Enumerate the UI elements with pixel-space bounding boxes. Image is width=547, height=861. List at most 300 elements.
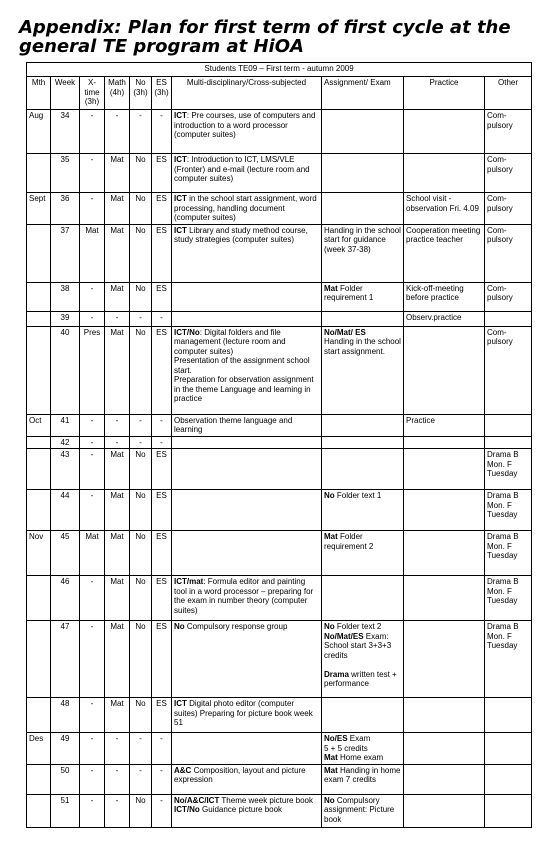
multidisciplinary-cell — [172, 490, 322, 531]
week-cell: 40 — [51, 326, 80, 414]
cell-text: 5 + 5 credits — [324, 743, 368, 753]
multidisciplinary-cell — [172, 311, 322, 326]
cell-line — [487, 622, 529, 651]
month-cell — [27, 436, 51, 449]
cell-text: Folder text 2 — [334, 622, 382, 631]
no-cell: No — [130, 449, 152, 490]
cell-text: : Introduction to ICT, LMS/VLE (Fronter) and e-mail (lecture room and computer suites) — [174, 155, 310, 183]
other-cell — [485, 764, 532, 794]
cell-line — [406, 226, 482, 245]
table-row — [27, 224, 532, 282]
practice-cell — [404, 282, 485, 311]
math-cell: Mat — [105, 449, 130, 490]
table-body — [27, 110, 532, 828]
table-row — [27, 490, 532, 531]
cell-text: Folder text 1 — [334, 491, 382, 500]
week-cell: 51 — [51, 794, 80, 827]
month-cell — [27, 449, 51, 490]
multidisciplinary-cell — [172, 326, 322, 414]
subject-tag: No — [324, 622, 335, 631]
cell-text: Com-pulsory — [487, 283, 513, 302]
assignment-cell — [322, 414, 404, 436]
cell-text: Com-pulsory — [487, 155, 513, 174]
cell-line — [174, 416, 319, 435]
multidisciplinary-cell — [172, 282, 322, 311]
subject-tag: No — [174, 622, 185, 631]
multidisciplinary-cell — [172, 436, 322, 449]
other-cell — [485, 436, 532, 449]
no-cell: No — [130, 154, 152, 193]
xtime-cell: - — [80, 282, 105, 311]
cell-line — [324, 284, 401, 303]
week-cell: 42 — [51, 436, 80, 449]
cell-text: Drama B Mon. F Tuesday — [487, 450, 519, 478]
es-cell: ES — [152, 224, 172, 282]
es-cell: ES — [152, 154, 172, 193]
cell-line — [324, 328, 401, 338]
table-caption: Students TE09 – First term - autumn 2009 — [27, 63, 532, 77]
other-cell — [485, 531, 532, 576]
table-row — [27, 733, 532, 765]
cell-line — [174, 375, 319, 404]
es-cell: - — [152, 794, 172, 827]
month-cell — [27, 794, 51, 827]
xtime-cell: - — [80, 414, 105, 436]
assignment-cell — [322, 621, 404, 698]
practice-cell — [404, 576, 485, 621]
no-cell: - — [130, 764, 152, 794]
table-row — [27, 436, 532, 449]
assignment-cell — [322, 449, 404, 490]
table-row — [27, 698, 532, 733]
other-cell — [485, 311, 532, 326]
col-header-other: Other — [485, 77, 532, 110]
no-cell: No — [130, 794, 152, 827]
subject-tag: No/ES — [324, 734, 348, 743]
table-row — [27, 764, 532, 794]
multidisciplinary-cell — [172, 531, 322, 576]
subject-tag: ICT — [174, 155, 187, 164]
practice-cell — [404, 154, 485, 193]
col-header-es: ES (3h) — [152, 77, 172, 110]
no-cell: - — [130, 436, 152, 449]
cell-text: Com-pulsory — [487, 327, 513, 346]
col-header-xtime: X-time (3h) — [80, 77, 105, 110]
cell-text: Folder requirement 2 — [324, 532, 374, 551]
cell-text: Guidance picture book — [199, 805, 283, 814]
cell-line — [324, 734, 401, 744]
cell-line — [174, 328, 319, 357]
week-cell: 35 — [51, 154, 80, 193]
cell-line — [324, 491, 401, 501]
assignment-cell — [322, 436, 404, 449]
cell-line — [174, 577, 319, 615]
month-cell: Oct — [27, 414, 51, 436]
assignment-cell — [322, 531, 404, 576]
math-cell: Mat — [105, 698, 130, 733]
cell-line — [324, 622, 401, 632]
cell-line — [487, 194, 529, 213]
cell-line — [174, 766, 319, 785]
month-cell — [27, 311, 51, 326]
no-cell: - — [130, 414, 152, 436]
other-cell — [485, 621, 532, 698]
month-cell — [27, 154, 51, 193]
cell-text: Cooperation meeting practice teacher — [406, 225, 481, 244]
cell-line — [324, 744, 401, 754]
xtime-cell: - — [80, 449, 105, 490]
cell-line — [406, 416, 482, 426]
cell-text: Handing in home exam 7 credits — [324, 765, 401, 784]
math-cell: - — [105, 733, 130, 765]
multidisciplinary-cell — [172, 794, 322, 827]
cell-line — [324, 226, 401, 255]
xtime-cell: - — [80, 576, 105, 621]
table-row — [27, 794, 532, 827]
cell-text: Home exam — [337, 753, 384, 762]
cell-text: Handing in the school start assignment. — [324, 337, 401, 356]
term-plan-table — [26, 62, 532, 828]
math-cell: - — [105, 311, 130, 326]
math-cell: - — [105, 110, 130, 154]
xtime-cell: - — [80, 490, 105, 531]
multidisciplinary-cell — [172, 698, 322, 733]
no-cell: - — [130, 110, 152, 154]
cell-line — [487, 491, 529, 520]
cell-text: Exam — [347, 734, 371, 743]
table-row — [27, 282, 532, 311]
cell-text: Observ.practice — [406, 312, 462, 322]
es-cell: ES — [152, 490, 172, 531]
practice-cell — [404, 436, 485, 449]
cell-text: Digital photo editor (computer suites) Preparing for picture book week 51 — [174, 699, 313, 727]
multidisciplinary-cell — [172, 449, 322, 490]
week-cell: 36 — [51, 193, 80, 225]
other-cell — [485, 224, 532, 282]
cell-line — [324, 532, 401, 551]
cell-line — [487, 577, 529, 606]
xtime-cell: - — [80, 698, 105, 733]
multidisciplinary-cell — [172, 154, 322, 193]
cell-text: Com-pulsory — [487, 194, 513, 213]
cell-line — [487, 284, 529, 303]
xtime-cell: - — [80, 436, 105, 449]
no-cell: No — [130, 282, 152, 311]
cell-line — [174, 226, 319, 245]
cell-text: Exam: School start 3+3+3 credits — [324, 631, 392, 660]
month-cell: Aug — [27, 110, 51, 154]
col-header-practice: Practice — [404, 77, 485, 110]
math-cell: - — [105, 794, 130, 827]
week-cell: 44 — [51, 490, 80, 531]
assignment-cell — [322, 110, 404, 154]
month-cell — [27, 698, 51, 733]
cell-text: Theme week picture book — [219, 795, 314, 805]
cell-text: Composition, layout and picture expression — [174, 765, 306, 784]
assignment-cell — [322, 733, 404, 765]
cell-text: Drama B Mon. F Tuesday — [487, 622, 519, 650]
col-header-no: No (3h) — [130, 77, 152, 110]
no-cell: - — [130, 733, 152, 765]
cell-text: : Pre courses, use of computers and introduction to a word processor (computer suites) — [174, 111, 316, 139]
week-cell: 49 — [51, 733, 80, 765]
no-cell: No — [130, 621, 152, 698]
other-cell — [485, 733, 532, 765]
cell-text: : Digital folders and file management (lecture room and computer suites) — [174, 327, 286, 356]
cell-line — [174, 111, 319, 140]
cell-text: Drama B Mon. F Tuesday — [487, 577, 519, 605]
cell-line — [324, 632, 401, 661]
week-cell: 39 — [51, 311, 80, 326]
no-cell: No — [130, 698, 152, 733]
other-cell — [485, 490, 532, 531]
no-cell: No — [130, 326, 152, 414]
other-cell — [485, 110, 532, 154]
assignment-cell — [322, 576, 404, 621]
assignment-cell — [322, 764, 404, 794]
other-cell — [485, 326, 532, 414]
other-cell — [485, 154, 532, 193]
cell-line — [324, 337, 401, 356]
cell-line — [174, 699, 319, 728]
cell-text: Com-pulsory — [487, 111, 513, 130]
math-cell: - — [105, 436, 130, 449]
xtime-cell: Mat — [80, 531, 105, 576]
math-cell: Mat — [105, 576, 130, 621]
practice-cell — [404, 326, 485, 414]
cell-line — [174, 796, 319, 806]
header-row — [27, 77, 532, 110]
es-cell: ES — [152, 576, 172, 621]
cell-line — [406, 313, 482, 323]
practice-cell — [404, 698, 485, 733]
cell-line — [406, 194, 482, 213]
month-cell: Sept — [27, 193, 51, 225]
month-cell — [27, 490, 51, 531]
cell-line — [324, 753, 401, 763]
practice-cell — [404, 224, 485, 282]
practice-cell — [404, 193, 485, 225]
cell-line — [487, 532, 529, 561]
week-cell: 45 — [51, 531, 80, 576]
cell-text: Preparation for observation assignment in the theme Language and learning in practice — [174, 375, 314, 403]
other-cell — [485, 282, 532, 311]
cell-line — [174, 805, 319, 815]
math-cell: Mat — [105, 193, 130, 225]
cell-text: : Formula editor and painting tool in a word processor – preparing for the exam in number theory (computer suites) — [174, 577, 314, 615]
week-cell: 43 — [51, 449, 80, 490]
math-cell: Mat — [105, 282, 130, 311]
practice-cell — [404, 531, 485, 576]
cell-text: Handing in the school start for guidance (week 37-38) — [324, 225, 401, 254]
subject-tag: No — [324, 795, 335, 805]
subject-tag: ICT/No — [174, 805, 200, 814]
xtime-cell: - — [80, 193, 105, 225]
xtime-cell: - — [80, 621, 105, 698]
es-cell: - — [152, 436, 172, 449]
other-cell — [485, 794, 532, 827]
cell-text: Compulsory assignment: Picture book — [324, 795, 395, 824]
assignment-cell — [322, 326, 404, 414]
es-cell: ES — [152, 326, 172, 414]
month-cell — [27, 576, 51, 621]
cell-text: Kick-off-meeting before practice — [406, 283, 464, 302]
cell-text: Presentation of the assignment school start. — [174, 356, 310, 375]
other-cell — [485, 193, 532, 225]
assignment-cell — [322, 311, 404, 326]
cell-line — [487, 111, 529, 130]
no-cell: No — [130, 576, 152, 621]
subject-tag: Mat — [324, 532, 338, 541]
math-cell: Mat — [105, 154, 130, 193]
cell-line — [174, 356, 319, 375]
xtime-cell: - — [80, 764, 105, 794]
multidisciplinary-cell — [172, 733, 322, 765]
week-cell: 47 — [51, 621, 80, 698]
multidisciplinary-cell — [172, 193, 322, 225]
cell-line — [174, 622, 319, 632]
assignment-cell — [322, 698, 404, 733]
cell-line — [406, 284, 482, 303]
subject-tag: No/A&C/ICT — [174, 795, 220, 805]
cell-line — [487, 328, 529, 347]
multidisciplinary-cell — [172, 764, 322, 794]
xtime-cell: - — [80, 794, 105, 827]
practice-cell — [404, 449, 485, 490]
cell-line — [324, 660, 401, 670]
week-cell: 46 — [51, 576, 80, 621]
es-cell: ES — [152, 698, 172, 733]
cell-line — [324, 766, 401, 785]
subject-tag: ICT — [174, 699, 187, 708]
practice-cell — [404, 490, 485, 531]
cell-text: Library and study method course, study strategies (computer suites) — [174, 225, 308, 244]
practice-cell — [404, 414, 485, 436]
other-cell — [485, 698, 532, 733]
week-cell: 41 — [51, 414, 80, 436]
table-row — [27, 576, 532, 621]
table-row — [27, 326, 532, 414]
week-cell: 38 — [51, 282, 80, 311]
assignment-cell — [322, 282, 404, 311]
es-cell: ES — [152, 531, 172, 576]
math-cell: Mat — [105, 326, 130, 414]
subject-tag: Mat — [324, 283, 338, 293]
cell-line — [324, 670, 401, 689]
subject-tag: Drama — [324, 669, 349, 679]
month-cell: Des — [27, 733, 51, 765]
practice-cell — [404, 764, 485, 794]
multidisciplinary-cell — [172, 621, 322, 698]
cell-line — [487, 155, 529, 174]
no-cell: - — [130, 311, 152, 326]
es-cell: - — [152, 733, 172, 765]
no-cell: No — [130, 531, 152, 576]
practice-cell — [404, 794, 485, 827]
subject-tag: ICT/No — [174, 327, 200, 337]
cell-line — [487, 450, 529, 479]
cell-text: Drama B Mon. F Tuesday — [487, 491, 519, 519]
math-cell: Mat — [105, 490, 130, 531]
math-cell: - — [105, 764, 130, 794]
month-cell — [27, 224, 51, 282]
es-cell: ES — [152, 282, 172, 311]
subject-tag: ICT — [174, 194, 187, 203]
week-cell: 37 — [51, 224, 80, 282]
other-cell — [485, 576, 532, 621]
xtime-cell: Pres — [80, 326, 105, 414]
subject-tag: Mat — [324, 765, 338, 775]
es-cell: ES — [152, 621, 172, 698]
subject-tag: ICT — [174, 225, 187, 235]
col-header-assignment: Assignment/ Exam — [322, 77, 404, 110]
math-cell: Mat — [105, 531, 130, 576]
assignment-cell — [322, 794, 404, 827]
no-cell: No — [130, 224, 152, 282]
es-cell: - — [152, 764, 172, 794]
col-header-week: Week — [51, 77, 80, 110]
no-cell: No — [130, 193, 152, 225]
multidisciplinary-cell — [172, 110, 322, 154]
es-cell: - — [152, 414, 172, 436]
subject-tag: ICT — [174, 111, 187, 120]
subject-tag: A&C — [174, 765, 192, 775]
cell-line — [487, 226, 529, 245]
table-row — [27, 110, 532, 154]
month-cell — [27, 764, 51, 794]
cell-text: School visit - observation Fri. 4.09 — [406, 194, 479, 213]
col-header-multidisciplinary: Multi-disciplinary/Cross-subjected — [172, 77, 322, 110]
assignment-cell — [322, 193, 404, 225]
practice-cell — [404, 621, 485, 698]
practice-cell — [404, 311, 485, 326]
other-cell — [485, 449, 532, 490]
assignment-cell — [322, 490, 404, 531]
subject-tag: ICT/mat — [174, 577, 204, 586]
assignment-cell — [322, 154, 404, 193]
table-row — [27, 449, 532, 490]
table-row — [27, 311, 532, 326]
cell-text — [324, 660, 326, 669]
cell-text: Folder requirement 1 — [324, 283, 374, 302]
practice-cell — [404, 110, 485, 154]
es-cell: ES — [152, 449, 172, 490]
table-row — [27, 531, 532, 576]
math-cell: Mat — [105, 621, 130, 698]
xtime-cell: - — [80, 154, 105, 193]
multidisciplinary-cell — [172, 224, 322, 282]
cell-text: Com-pulsory — [487, 225, 513, 244]
table-row — [27, 621, 532, 698]
subject-tag: No/Mat/ ES — [324, 327, 366, 337]
cell-text: Observation theme language and learning — [174, 415, 293, 434]
multidisciplinary-cell — [172, 414, 322, 436]
math-cell: - — [105, 414, 130, 436]
subject-tag: Mat — [324, 753, 338, 762]
month-cell — [27, 282, 51, 311]
es-cell: - — [152, 311, 172, 326]
subject-tag: No — [324, 491, 335, 500]
cell-text: Practice — [406, 415, 435, 425]
xtime-cell: Mat — [80, 224, 105, 282]
xtime-cell: - — [80, 110, 105, 154]
es-cell: ES — [152, 193, 172, 225]
cell-line — [174, 155, 319, 184]
page-heading: Appendix: Plan for first term of first cycle at the general TE program at HiOA — [19, 17, 511, 57]
cell-text: written test + performance — [324, 669, 397, 688]
xtime-cell: - — [80, 311, 105, 326]
month-cell — [27, 621, 51, 698]
